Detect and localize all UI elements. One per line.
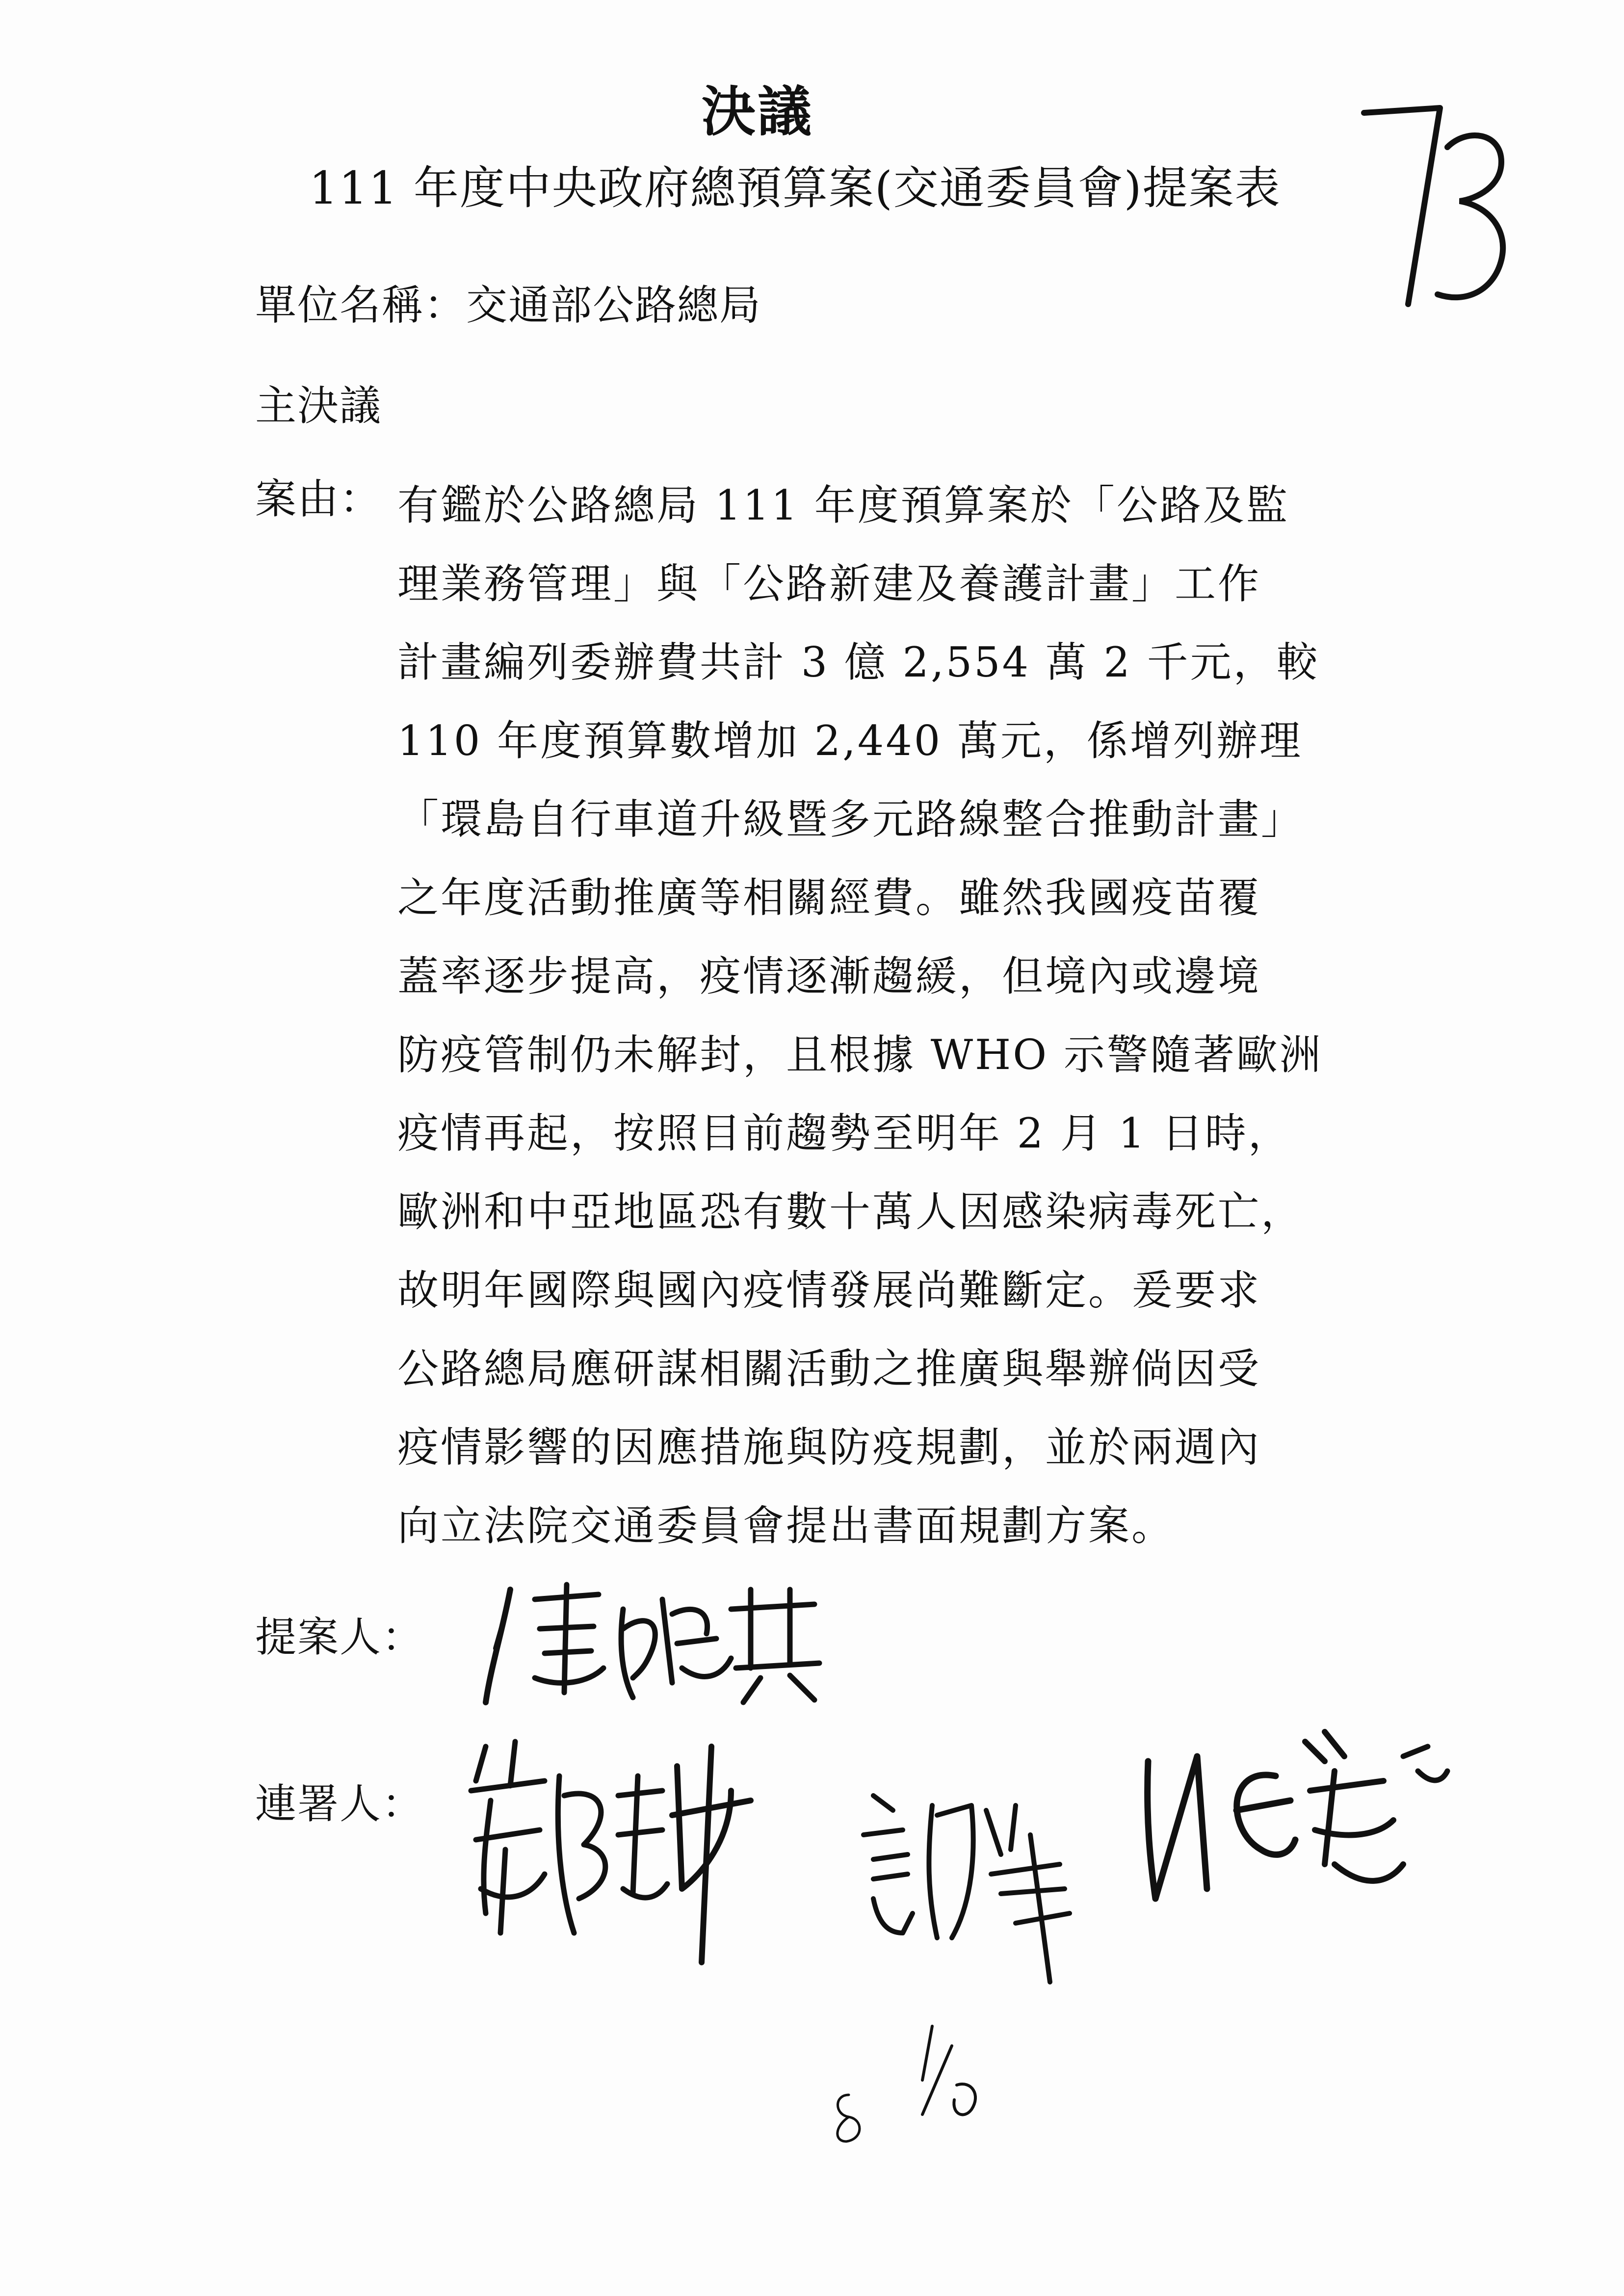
reason-line: 公路總局應研謀相關活動之推廣與舉辦倘因受: [397, 1345, 1261, 1393]
reason-line: 疫情再起，按照目前趨勢至明年 2 月 1 日時，: [397, 1109, 1291, 1157]
document-title: 111 年度中央政府總預算案(交通委員會)提案表: [309, 162, 1281, 214]
reason-line: 防疫管制仍未解封，且根據 WHO 示警隨著歐洲: [397, 1031, 1323, 1079]
resolution-stamp: 決議: [702, 80, 813, 143]
reason-line: 歐洲和中亞地區恐有數十萬人因感染病毒死亡，: [397, 1188, 1305, 1236]
cosigner-label: 連署人：: [255, 1780, 424, 1828]
unit-field: [255, 272, 761, 332]
pencil-annotation: [824, 2011, 1011, 2159]
reason-line: 計畫編列委辦費共計 3 億 2,554 萬 2 千元，較: [397, 638, 1320, 686]
reason-line: 疫情影響的因應措施與防疫規劃，並於兩週內: [397, 1423, 1261, 1471]
reason-line: 蓋率逐步提高，疫情逐漸趨緩，但境內或邊境: [397, 952, 1261, 1000]
reason-body: [397, 466, 1403, 1565]
reason-label: 案由：: [255, 475, 382, 523]
main-resolution-heading: 主決議: [255, 382, 382, 430]
reason-line: 故明年國際與國內疫情發展尚難斷定。爰要求: [397, 1266, 1261, 1314]
reason-line: 「環島自行車道升級暨多元路線整合推動計畫」: [397, 795, 1305, 843]
cosigner-signature-2: [854, 1776, 1084, 1992]
reason-line: 110 年度預算數增加 2,440 萬元，係增列辦理: [397, 717, 1303, 765]
reason-line: 有鑑於公路總局 111 年度預算案於「公路及監: [397, 481, 1289, 529]
cosigner-signature-1: [456, 1727, 760, 1982]
handwritten-page-number: [1354, 88, 1521, 334]
proposer-label: 提案人：: [255, 1613, 424, 1661]
unit-value: 交通部公路總局: [466, 281, 762, 329]
reason-line: 之年度活動推廣等相關經費。雖然我國疫苗覆: [397, 874, 1261, 922]
reason-line: 向立法院交通委員會提出書面規劃方案。: [397, 1502, 1175, 1550]
proposer-signature: [476, 1570, 829, 1717]
unit-label: 單位名稱：: [255, 281, 467, 329]
cosigner-signature-3: [1128, 1702, 1452, 1918]
reason-line: 理業務管理」與「公路新建及養護計畫」工作: [397, 560, 1261, 608]
